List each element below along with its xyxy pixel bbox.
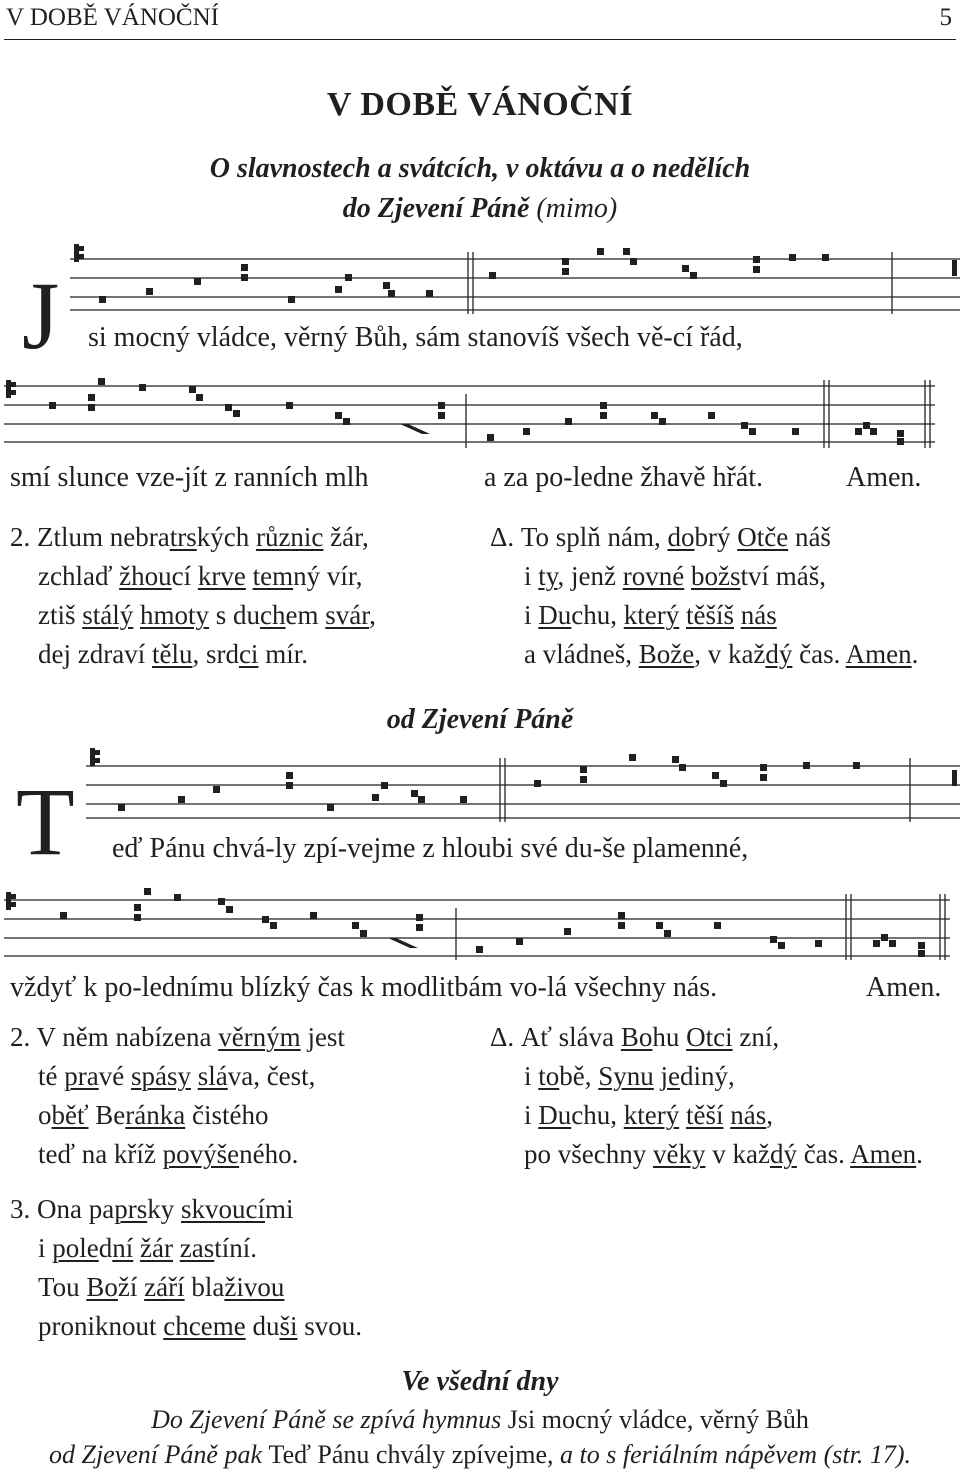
verse-line: zchlaď žhoucí krve temný vír, bbox=[38, 561, 363, 591]
section-heading-vsedni: Ve všední dny bbox=[401, 1366, 559, 1397]
verse-line: té pravé spásy sláva, čest, bbox=[38, 1061, 316, 1091]
stressed-syllable: ránka bbox=[125, 1100, 186, 1130]
stressed-syllable: trs bbox=[169, 522, 197, 552]
stressed-syllable: těšíš bbox=[685, 600, 734, 630]
subtitle-line2-a: do Zjevení Páně bbox=[342, 193, 530, 224]
music-staff-1b bbox=[0, 372, 960, 448]
verse-line: i ty, jenž rovné božství máš, bbox=[524, 561, 826, 591]
drop-initial-j: J bbox=[22, 262, 60, 369]
hymn2-lyric-line1: eď Pánu chvá-ly zpí-vejme z hloubi své du-še plamenné, bbox=[112, 833, 749, 864]
italic-text: a to s feriálním nápěvem (str. 17). bbox=[553, 1440, 911, 1469]
hymn1-lyric-line2a: smí slunce vze-jít z ranních mlh bbox=[10, 462, 369, 493]
hymn1-doxology bbox=[490, 518, 918, 674]
verse-line: 3. Ona paprsky skvoucími bbox=[10, 1194, 294, 1224]
verse-line: a vládneš, Bože, v každý čas. Amen. bbox=[524, 639, 919, 669]
stressed-syllable: Otče bbox=[737, 522, 789, 552]
hymn2-verse2 bbox=[10, 1018, 345, 1174]
weekday-line1 bbox=[0, 1402, 960, 1437]
stressed-syllable: ch bbox=[260, 600, 286, 630]
stressed-syllable: Du bbox=[538, 1100, 572, 1130]
subtitle-line2 bbox=[0, 193, 960, 225]
hymn2-amen: Amen. bbox=[866, 972, 942, 1003]
stressed-syllable: to bbox=[538, 1061, 560, 1091]
stressed-syllable: tem bbox=[252, 561, 294, 591]
stressed-syllable: věky bbox=[652, 1139, 706, 1169]
verse-line: teď na kříž povýšeného. bbox=[38, 1139, 299, 1169]
verse-line: Δ. Ať sláva Bohu Otci zní, bbox=[490, 1022, 780, 1052]
stressed-syllable: Bože bbox=[638, 639, 695, 669]
stressed-syllable: různic bbox=[255, 522, 324, 552]
stressed-syllable: chceme bbox=[163, 1311, 246, 1341]
stressed-syllable: žhou bbox=[119, 561, 172, 591]
music-staff-2a bbox=[0, 744, 960, 822]
hymn1-verse2 bbox=[10, 518, 376, 674]
stressed-syllable: běť bbox=[51, 1100, 89, 1130]
stressed-syllable: hmoty bbox=[140, 600, 210, 630]
verse-line: i Duchu, který těší nás, bbox=[524, 1100, 773, 1130]
stressed-syllable: krve bbox=[197, 561, 246, 591]
verse-line: 2. V něm nabízena věrným jest bbox=[10, 1022, 345, 1052]
stressed-syllable: živou bbox=[224, 1272, 285, 1302]
verse-line: po všechny věky v každý čas. Amen. bbox=[524, 1139, 923, 1169]
stressed-syllable: tělu bbox=[151, 639, 193, 669]
subtitle-line2-b: (mimo) bbox=[536, 193, 618, 224]
hymn1-lyric-line2b: a za po-ledne žhavě hřát. bbox=[484, 462, 764, 493]
subtitle-line1: O slavnostech a svátcích, v oktávu a o nedělích bbox=[209, 153, 751, 184]
stressed-syllable: Bo bbox=[620, 1022, 653, 1052]
weekday-line1-text: Do Zjevení Páně se zpívá hymnus Jsi mocný vládce, věrný Bůh bbox=[151, 1405, 809, 1434]
hymn2-verse3 bbox=[10, 1190, 362, 1346]
verse-line: Δ. To splň nám, dobrý Otče náš bbox=[490, 522, 831, 552]
stressed-syllable: ty bbox=[538, 561, 558, 591]
italic-text: od Zjevení Páně pak bbox=[49, 1440, 269, 1469]
stressed-syllable: září bbox=[144, 1272, 185, 1302]
hymn1-lyric-line1: si mocný vládce, věrný Bůh, sám stanovíš všech vě-cí řád, bbox=[88, 322, 743, 353]
header-rule bbox=[4, 39, 956, 40]
stressed-syllable: je bbox=[660, 1061, 681, 1091]
verse-line: Tou Boží září blaživou bbox=[38, 1272, 285, 1302]
stressed-syllable: rovné bbox=[622, 561, 685, 591]
verse-line: i polední žár zastíní. bbox=[38, 1233, 257, 1263]
stressed-syllable: těší bbox=[685, 1100, 724, 1130]
stressed-syllable: ní bbox=[112, 1233, 134, 1263]
stressed-syllable: do bbox=[667, 522, 695, 552]
stressed-syllable: ci bbox=[238, 639, 259, 669]
stressed-syllable: žár bbox=[140, 1233, 173, 1263]
stressed-syllable: ši bbox=[279, 1311, 298, 1341]
stressed-syllable: nás bbox=[730, 1100, 767, 1130]
stressed-syllable: dý bbox=[765, 639, 793, 669]
stressed-syllable: stálý bbox=[82, 600, 134, 630]
stressed-syllable: prs bbox=[114, 1194, 148, 1224]
verse-line: i tobě, Synu jediný, bbox=[524, 1061, 735, 1091]
stressed-syllable: Otci bbox=[686, 1022, 733, 1052]
verse-line: i Duchu, který těšíš nás bbox=[524, 600, 777, 630]
verse-line: proniknout chceme duši svou. bbox=[38, 1311, 362, 1341]
stressed-syllable: pole bbox=[52, 1233, 99, 1263]
stressed-syllable: Amen bbox=[850, 1139, 917, 1169]
stressed-syllable: pra bbox=[64, 1061, 99, 1091]
hymn1-amen: Amen. bbox=[846, 462, 922, 493]
stressed-syllable: Bo bbox=[86, 1272, 118, 1302]
stressed-syllable: Du bbox=[538, 600, 572, 630]
stressed-syllable: který bbox=[623, 600, 680, 630]
verse-line: dej zdraví tělu, srdci mír. bbox=[38, 639, 308, 669]
stressed-syllable: slá bbox=[197, 1061, 228, 1091]
stressed-syllable: Amen bbox=[845, 639, 912, 669]
weekday-line2-text: od Zjevení Páně pak Teď Pánu chvály zpívejme, a to s feriálním nápěvem (str. 17). bbox=[49, 1440, 911, 1469]
hymn2-lyric-line2: vždyť k po-lednímu blízký čas k modlitbám vo-lá všechny nás. bbox=[10, 972, 718, 1003]
stressed-syllable: božs bbox=[690, 561, 741, 591]
stressed-syllable: spásy bbox=[130, 1061, 191, 1091]
stressed-syllable: svár bbox=[325, 600, 370, 630]
verse-line: 2. Ztlum nebratrských různic žár, bbox=[10, 522, 369, 552]
drop-initial-t: T bbox=[16, 768, 75, 875]
stressed-syllable: Synu bbox=[598, 1061, 654, 1091]
stressed-syllable: dý bbox=[769, 1139, 797, 1169]
verse-line: oběť Beránka čistého bbox=[38, 1100, 269, 1130]
stressed-syllable: zas bbox=[179, 1233, 215, 1263]
music-staff-1a bbox=[0, 238, 960, 314]
page-title: V DOBĚ VÁNOČNÍ bbox=[326, 86, 634, 123]
hymn2-doxology bbox=[490, 1018, 923, 1174]
stressed-syllable: věrným bbox=[218, 1022, 301, 1052]
weekday-line2 bbox=[0, 1437, 960, 1472]
stressed-syllable: povýše bbox=[162, 1139, 240, 1169]
stressed-syllable: skvoucí bbox=[180, 1194, 265, 1224]
music-staff-2b bbox=[0, 880, 960, 960]
running-header: V DOBĚ VÁNOČNÍ bbox=[6, 4, 219, 31]
verse-line: ztiš stálý hmoty s duchem svár, bbox=[38, 600, 376, 630]
italic-text: Do Zjevení Páně se zpívá hymnus bbox=[151, 1405, 508, 1434]
section-heading-od-zjeveni: od Zjevení Páně bbox=[386, 704, 574, 735]
stressed-syllable: nás bbox=[740, 600, 777, 630]
page-number: 5 bbox=[939, 4, 952, 31]
stressed-syllable: který bbox=[623, 1100, 680, 1130]
